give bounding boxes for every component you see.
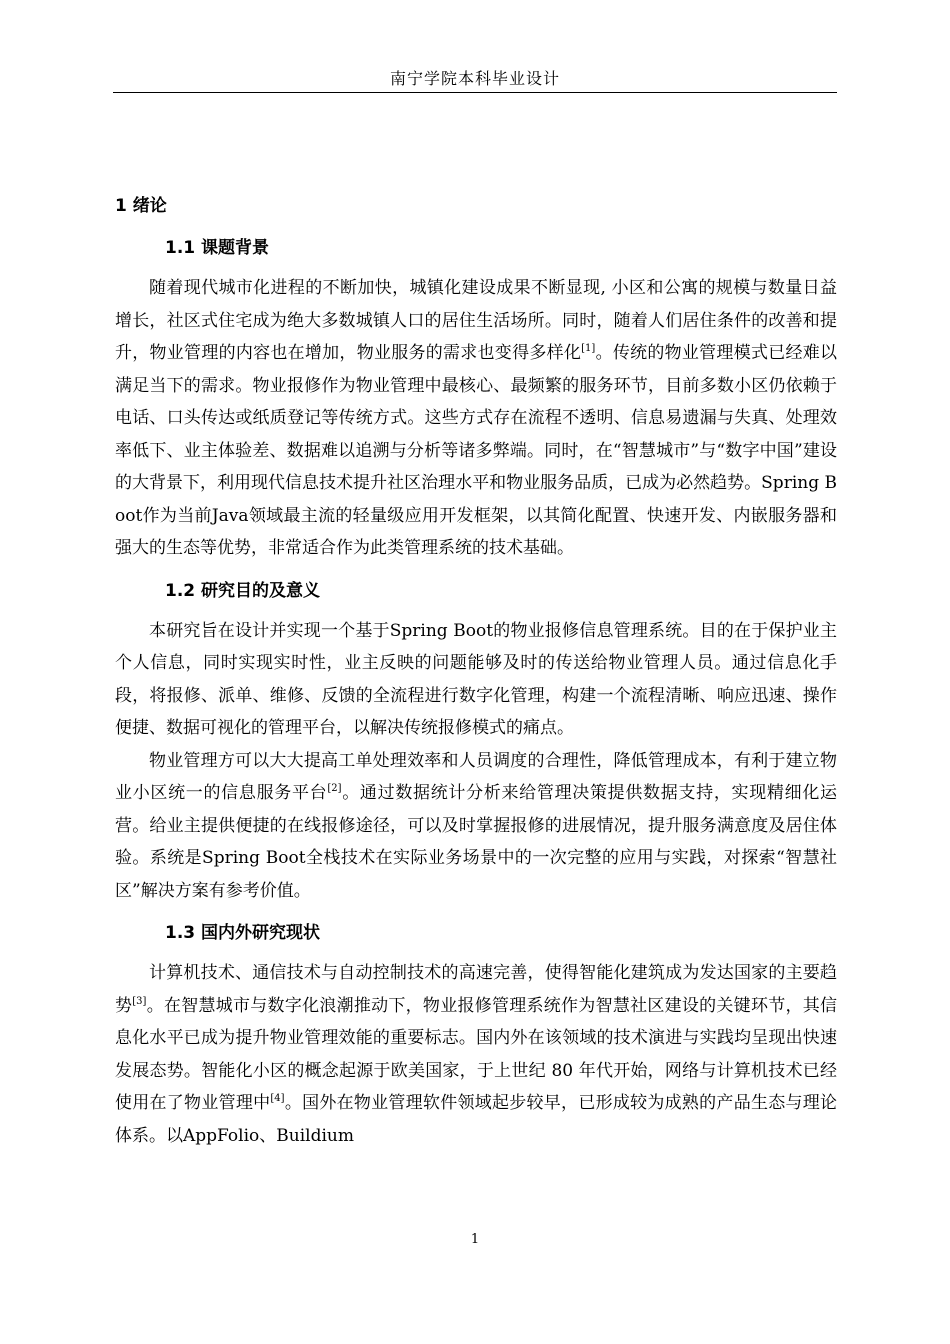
text-run: 计算机技术、通信技术与自动控制技术的高速完善，使得智能化建筑成为发达国家的主要趋势 — [115, 963, 837, 1016]
text-run: 物业管理方可以大大提高工单处理效率和人员调度的合理性，降低管理成本，有利于建立物业小区统一的信息服务平台 — [115, 750, 837, 803]
citation-ref: [2] — [327, 783, 342, 794]
header-rule — [113, 92, 837, 93]
section-title-1-1: 1.1 课题背景 — [165, 238, 270, 258]
section-title-1-2: 1.2 研究目的及意义 — [165, 580, 321, 601]
paragraph-1-1-a — [115, 272, 837, 565]
paragraph-1-2-a — [115, 615, 837, 745]
paragraph-1-2-b — [115, 745, 837, 908]
text-run: 随着现代城市化进程的不断加快，城镇化建设成果不断显现, 小区和公寓的规模与数量日益增长，社区式住宅成为绝大多数城镇人口的居住生活场所。同时，随着人们居住条件的改善和提升，物业管理的内容也在增加，物业服务的需求也变得多样化 — [115, 278, 837, 363]
citation-ref: [1] — [581, 343, 596, 354]
citation-ref: [3] — [132, 995, 147, 1007]
text-run: 本研究旨在设计并实现一个基于Spring Boot的物业报修信息管理系统。目的在于保护业主个人信息，同时实现实时性，业主反映的问题能够及时的传送给物业管理人员。通过信息化手段，将报修、派单、维修、反馈的全流程进行数字化管理，构建一个流程清晰、响应迅速、操作便捷、数据可视化的管理平台，以解决传统报修模式的痛点。 — [115, 620, 837, 738]
text-run: 。传统的物业管理模式已经难以满足当下的需求。物业报修作为物业管理中最核心、最频繁的服务环节，目前多数小区仍依赖于电话、口头传达或纸质登记等传统方式。这些方式存在流程不透明、信息易遗漏与失真、处理效率低下、业主体验差、数据难以追溯与分析等诸多弊端。同时，在“智慧城市”与“数字中国”建设的大背景下，利用现代信息技术提升社区治理水平和物业服务品质，已成为必然趋势。Spring Boot作为当前Java领域最主流的轻量级应用开发框架，以其简化配置、快速开发、内嵌服务器和强大的生态等优势，非常适合作为此类管理系统的技术基础。 — [115, 343, 838, 558]
paragraph-1-3-a — [115, 957, 837, 1152]
chapter-title: 1 绪论 — [115, 196, 167, 216]
document-body — [115, 190, 837, 1152]
page-number: 1 — [470, 1232, 480, 1247]
page-header: 南宁学院本科毕业设计 — [389, 69, 560, 88]
citation-ref: [4] — [270, 1093, 285, 1104]
text-run: 。在智慧城市与数字化浪潮推动下，物业报修管理系统作为智慧社区建设的关键环节，其信息化水平已成为提升物业管理效能的重要标志。国内外在该领域的技术演进与实践均呈现出快速发展态势。智能化小区的概念起源于欧美国家，于上世纪 80 年代开始，网络与计算机技术已经使用在了物业管理中 — [115, 995, 837, 1113]
text-run: 。通过数据统计分析来给管理决策提供数据支持，实现精细化运营。给业主提供便捷的在线报修途径，可以及时掌握报修的进展情况，提升服务满意度及居住体验。系统是Spring Boot全栈技术在实际业务场景中的一次完整的应用与实践，对探索“智慧社区”解决方案有参考价值。 — [115, 783, 838, 901]
text-run: 。国外在物业管理软件领域起步较早，已形成较为成熟的产品生态与理论体系。以AppFolio、Buildium — [115, 1093, 838, 1146]
section-title-1-3: 1.3 国内外研究现状 — [165, 923, 321, 943]
